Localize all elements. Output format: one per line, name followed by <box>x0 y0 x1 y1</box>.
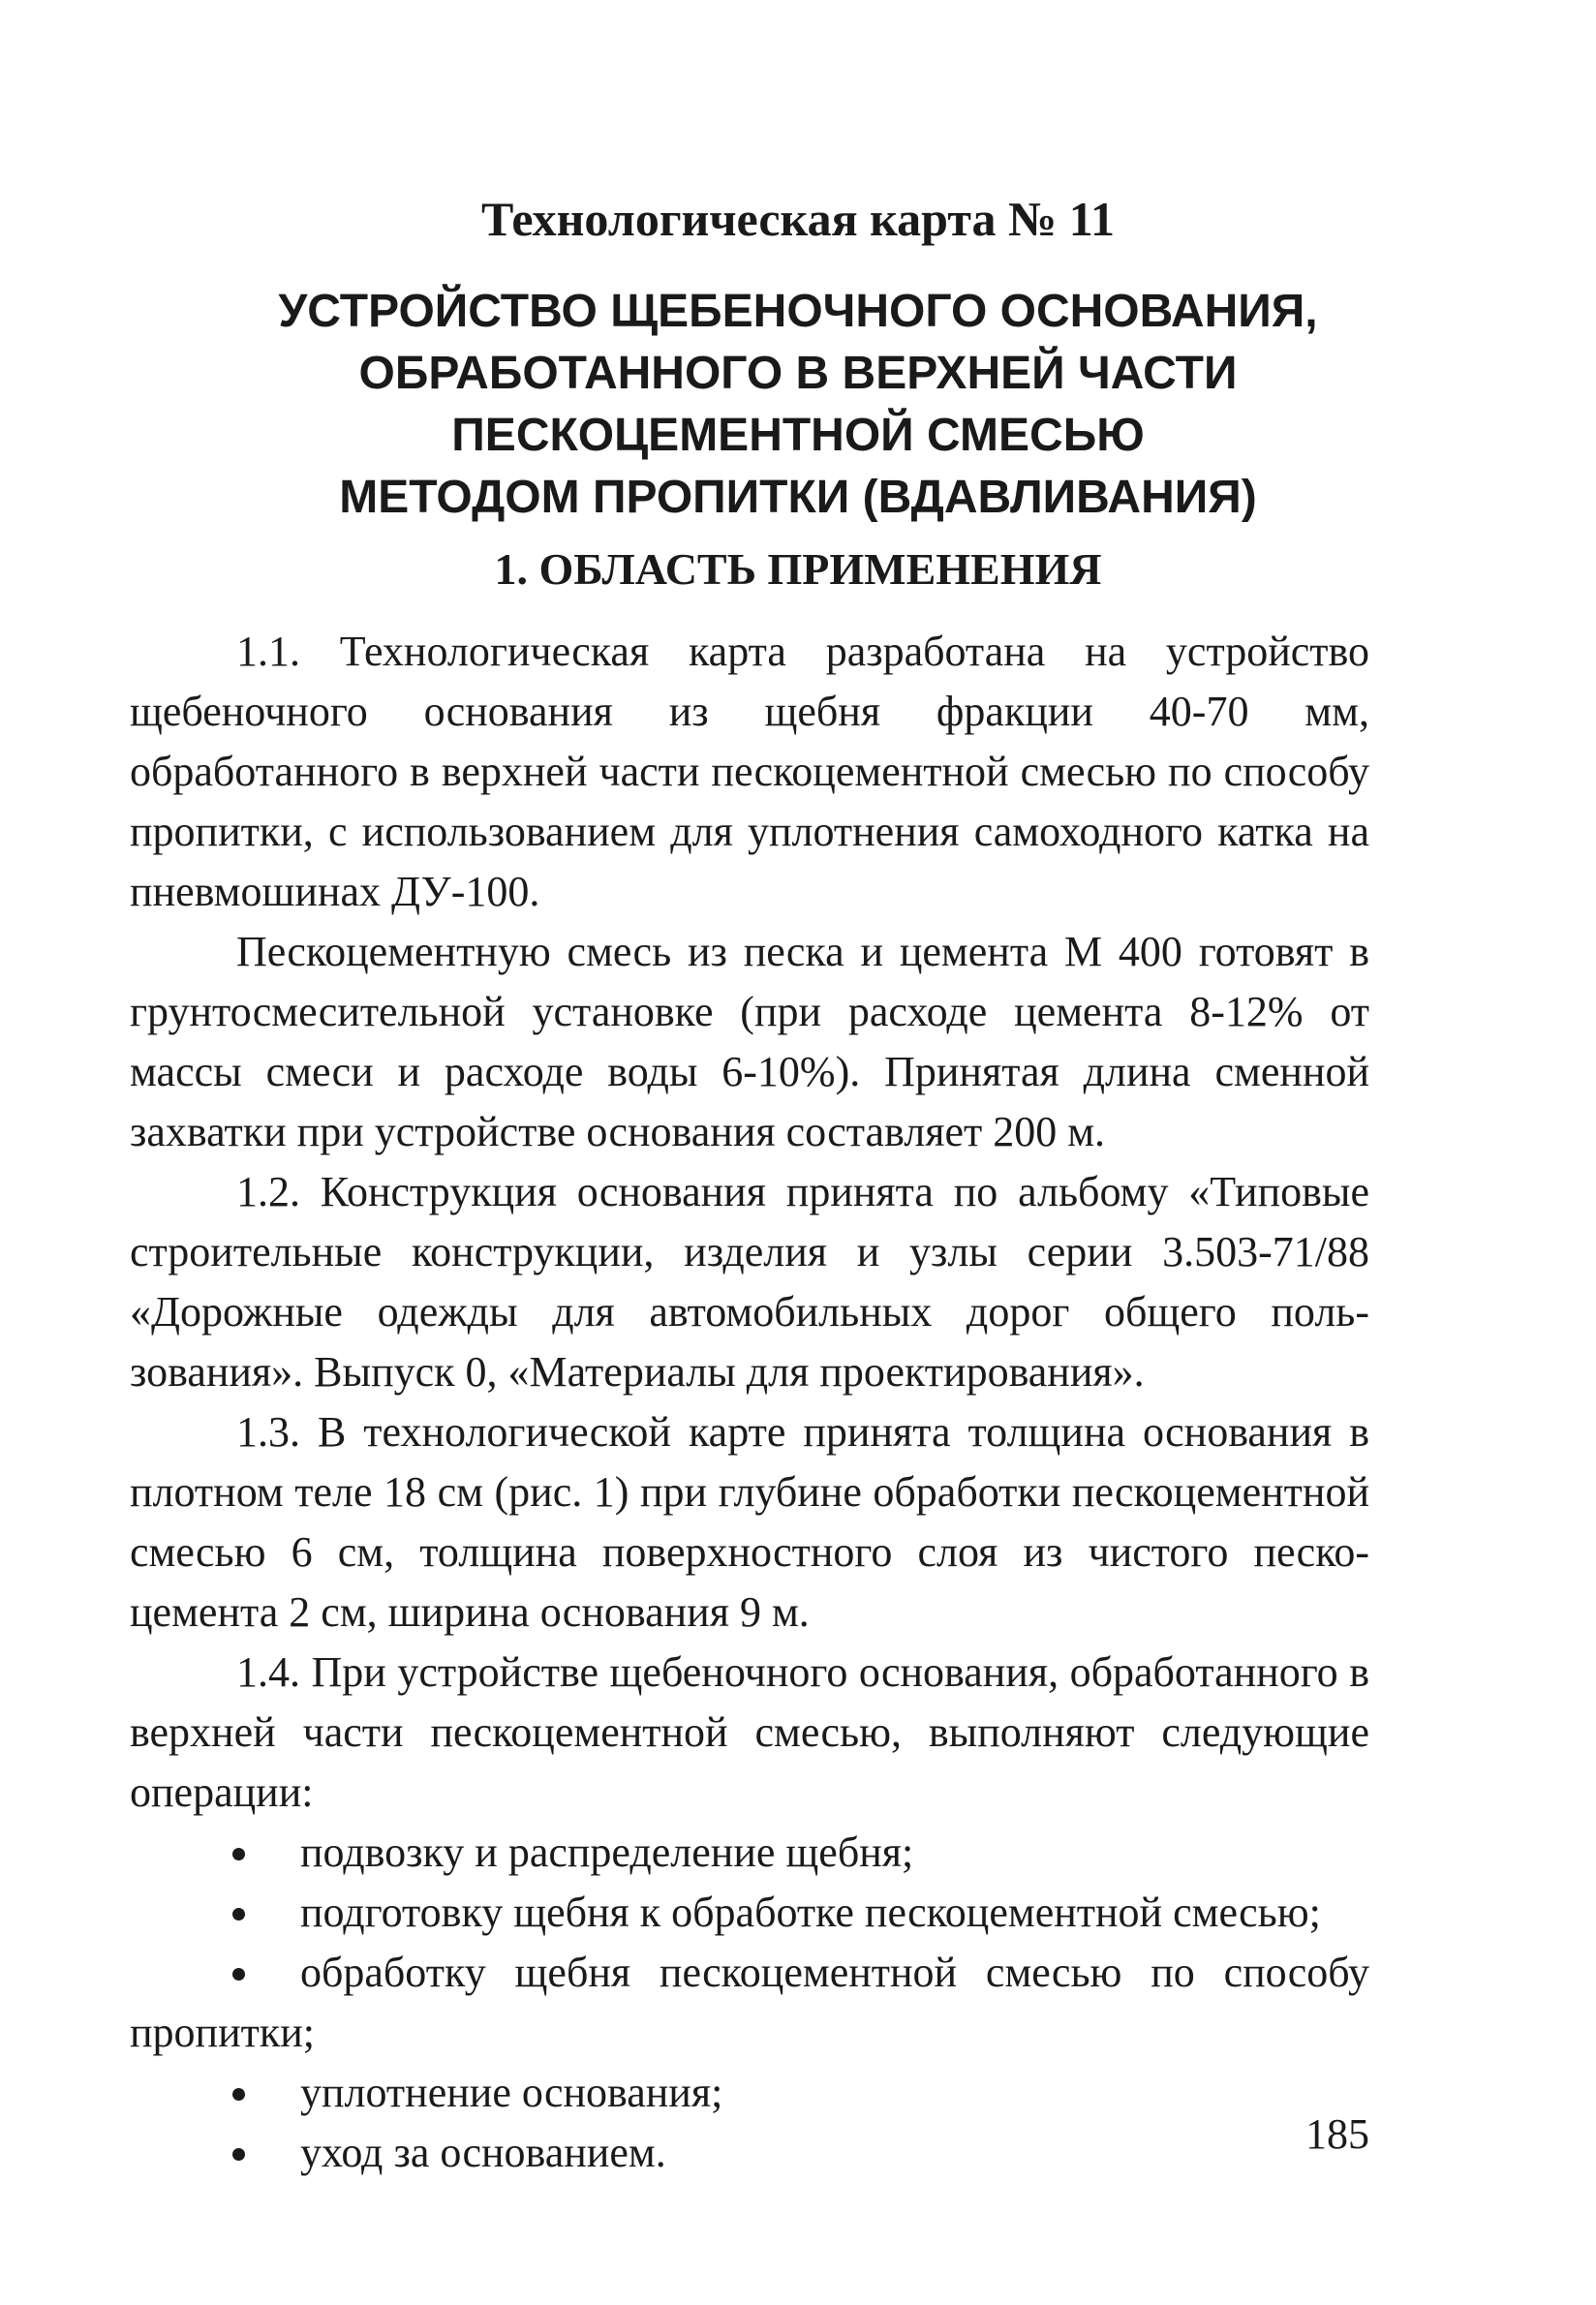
bullet-icon <box>232 1908 245 1921</box>
page-number: 185 <box>1305 2110 1369 2158</box>
bullet-icon <box>232 2088 245 2101</box>
paragraph-1-2: 1.2. Конструкция основания принята по альбому «Типовые строительные конструкции, изделия и узлы серии 3.503-71/88 «Дорожные одежды для автомобильных дорог общего поль-зования». Выпуск 0, «Материалы для проектирования». <box>130 1168 1369 1396</box>
bullet-icon <box>232 2148 245 2161</box>
bullet-icon <box>232 1848 245 1860</box>
card-title: Технологическая карта № 11 <box>480 192 1115 246</box>
paragraph-1-3: 1.3. В технологической карте принята толщина основания в плотном теле 18 см (рис. 1) при глубине обработки пескоцементной смесью 6 см, толщина поверхностного слоя из чистого песко-цемента 2 см, ширина основания 9 м. <box>130 1408 1369 1636</box>
main-title <box>0 281 1596 529</box>
main-title-line: ПЕСКОЦЕМЕНТНОЙ СМЕСЬЮ <box>451 410 1145 461</box>
body-text <box>130 622 1369 2183</box>
list-item-text: обработку щебня пескоцементной смесью по способу пропитки; <box>130 1949 1369 2056</box>
list-item <box>130 1823 1369 1883</box>
list-item-text: уплотнение основания; <box>300 2069 723 2116</box>
main-title-line: МЕТОДОМ ПРОПИТКИ (ВДАВЛИВАНИЯ) <box>339 472 1257 523</box>
main-title-line: УСТРОЙСТВО ЩЕБЕНОЧНОГО ОСНОВАНИЯ, <box>278 286 1318 337</box>
section-heading: 1. ОБЛАСТЬ ПРИМЕНЕНИЯ <box>494 544 1102 594</box>
bullet-icon <box>232 1968 245 1981</box>
list-item-text: уход за основанием. <box>300 2129 666 2176</box>
operations-list <box>130 1823 1369 2183</box>
paragraph-1-1: 1.1. Технологическая карта разработана на устройство щебеночного основания из щебня фракции 40-70 мм, обработанного в верхней части пескоцементной смесью по способу пропитки, с использованием для уплотнения самоходного катка на пневмошинах ДУ-100. <box>130 628 1369 915</box>
list-item-text: подготовку щебня к обработке пескоцементной смесью; <box>300 1889 1321 1936</box>
list-item <box>130 2123 1369 2183</box>
list-item <box>130 2063 1369 2123</box>
list-item-text: подвозку и распределение щебня; <box>300 1829 914 1876</box>
list-item <box>130 1883 1369 1943</box>
paragraph-1-4: 1.4. При устройстве щебеночного основания, обработанного в верхней части пескоцементной смесью, выполняют следующие операции: <box>130 1648 1369 1816</box>
paragraph-cement-mix: Пескоцементную смесь из песка и цемента М 400 готовят в грунтосмесительной установке (при расходе цемента 8-12% от массы смеси и расходе воды 6-10%). Принятая длина сменной захватки при устройстве основания составляет 200 м. <box>130 928 1369 1155</box>
main-title-line: ОБРАБОТАННОГО В ВЕРХНЕЙ ЧАСТИ <box>358 348 1238 399</box>
list-item <box>130 1943 1369 2063</box>
